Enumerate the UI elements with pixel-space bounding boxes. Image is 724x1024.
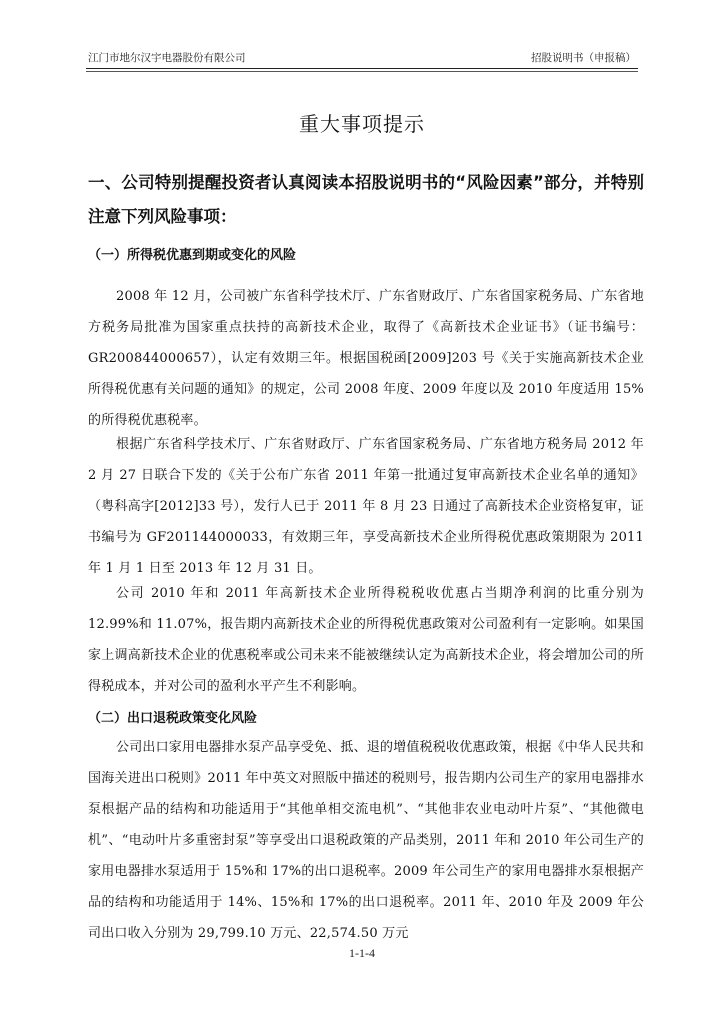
page-header [88, 50, 636, 66]
section-heading-risk-notice: 一、公司特别提醒投资者认真阅读本招股说明书的“风险因素”部分，并特别注意下列风险事项： [88, 173, 644, 226]
header-divider [86, 68, 638, 72]
subsection-heading-export-rebate-risk: （二）出口退税政策变化风险 [88, 711, 258, 726]
paragraph-income-tax-1: 2008 年 12 月，公司被广东省科学技术厅、广东省财政厅、广东省国家税务局、广东省地方税务局批准为国家重点扶持的高新技术企业，取得了《高新技术企业证书》（证书编号：GR200844000657），认定有效期三年。根据国税函[2009]203 号《关于实施高新技术企业所得税优惠有关问题的通知》的规定，公司 2008 年度、2009 年度以及 2010 年度适用 15%的所得税优惠税率。 [88, 289, 644, 428]
paragraph-export-rebate-1: 公司出口家用电器排水泵产品享受免、抵、退的增值税税收优惠政策，根据《中华人民共和国海关进出口税则》2011 年中英文对照版中描述的税则号，报告期内公司生产的家用电器排水泵根据产品的结构和功能适用于“其他单相交流电机”、“其他非农业电动叶片泵”、“其他微电机”、“电动叶片多重密封泵”等享受出口退税政策的产品类别，2011 年和 2010 年公司生产的家用电器排水泵适用于 15%和 17%的出口退税率。2009 年公司生产的家用电器排水泵根据产品的结构和功能适用于 14%、15%和 17%的出口退税率。2011 年、2010 年及 2009 年公司出口收入分别为 29,799.10 万元、22,574.50 万元 [88, 740, 645, 941]
header-document-type: 招股说明书（申报稿） [531, 52, 636, 64]
paragraph-income-tax-3: 公司 2010 年和 2011 年高新技术企业所得税税收优惠占当期净利润的比重分别为 12.99%和 11.07%，报告期内高新技术企业的所得税优惠政策对公司盈利有一定影响。如果国家上调高新技术企业的优惠税率或公司未来不能被继续认定为高新技术企业，将会增加公司的所得税成本，并对公司的盈利水平产生不利影响。 [88, 586, 644, 694]
header-company-name: 江门市地尔汉宇电器股份有限公司 [88, 52, 246, 64]
page-title: 重大事项提示 [299, 112, 425, 137]
page-number: 1-1-4 [349, 946, 375, 960]
subsection-heading-income-tax-risk: （一）所得税优惠到期或变化的风险 [88, 248, 297, 263]
paragraph-income-tax-2: 根据广东省科学技术厅、广东省财政厅、广东省国家税务局、广东省地方税务局 2012 年 2 月 27 日联合下发的《关于公布广东省 2011 年第一批通过复审高新技术企业名单的通知》（粤科高字[2012]33 号），发行人已于 2011 年 8 月 23 日通过了高新技术企业资格复审，证书编号为 GF201144000033，有效期三年，享受高新技术企业所得税优惠政策期限为 2011 年 1 月 1 日至 2013 年 12 月 31 日。 [88, 437, 644, 576]
